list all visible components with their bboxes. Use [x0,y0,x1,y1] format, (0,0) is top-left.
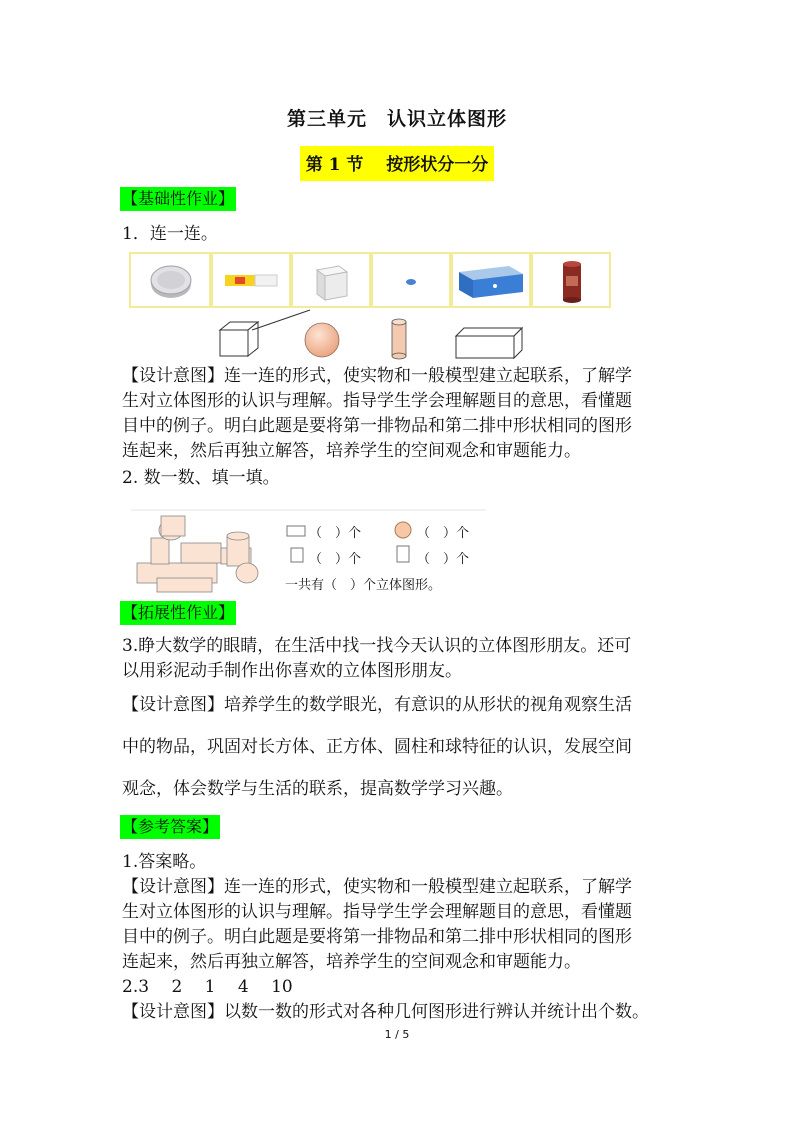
page-title: 第三单元 认识立体图形 [286,108,507,130]
file-box-picture [451,252,531,308]
question-1-label: 1．连一连。 [122,224,218,244]
page-number: 1 / 5 [384,1028,410,1041]
answers-tag: 【参考答案】 [120,815,220,839]
can-picture [531,252,611,308]
design-line: 【设计意图】连一连的形式，使实物和一般模型建立起联系，了解学 [122,366,632,386]
shapes-row [210,308,540,362]
eraser-picture [371,252,451,308]
extension-homework-tag-wrap [120,602,236,624]
question-1-design-intent [122,364,692,464]
cuboid-count-blank: （ ）个 [309,526,362,541]
cylinder-shape [392,319,406,359]
section-heading: 第 1 节 按形状分一分 [300,146,495,181]
answers-block [122,850,692,1025]
cylinder-count-blank: （ ）个 [417,552,470,567]
cube-count-blank: （ ）个 [309,552,362,567]
answers-tag-wrap [120,816,220,838]
cuboid-shape [456,328,522,358]
design-line: 连起来，然后再独立解答，培养学生的空间观念和审题能力。 [122,441,581,461]
sphere-shape [305,323,339,357]
cube-shape [220,322,258,356]
question-line: 以用彩泥动手制作出你喜欢的立体图形朋友。 [122,661,462,681]
glue-stick-picture [211,252,291,308]
stacked-shapes-picture [137,516,258,592]
question-2-label: 2. 数一数、填一填。 [122,468,280,488]
question-3 [122,634,692,684]
design-line: 目中的例子。明白此题是要将第一排物品和第二排中形状相同的图形 [122,927,632,947]
design-line: 中的物品，巩固对长方体、正方体、圆柱和球特征的认识，发展空间 [122,737,632,757]
total-count-blank: 一共有（ ）个立体图形。 [285,578,442,593]
question-3-design-intent [122,684,692,810]
cube-box-picture [291,252,371,308]
design-line: 生对立体图形的认识与理解。指导学生学会理解题目的意思，看懂题 [122,902,632,922]
design-line: 连起来，然后再独立解答，培养学生的空间观念和审题能力。 [122,952,581,972]
design-line: 【设计意图】连一连的形式，使实物和一般模型建立起联系，了解学 [122,877,632,897]
design-line: 观念，体会数学与生活的联系，提高数学学习兴趣。 [122,779,513,799]
design-line: 【设计意图】培养学生的数学眼光，有意识的从形状的视角观察生活 [122,695,632,715]
design-line: 【设计意图】以数一数的形式对各种几何图形进行辨认并统计出个数。 [122,1002,649,1022]
design-line: 生对立体图形的认识与理解。指导学生学会理解题目的意思，看懂题 [122,391,632,411]
answer-2: 2.3 2 1 4 10 [122,977,293,997]
question-line: 3.睁大数学的眼睛，在生活中找一找今天认识的立体图形朋友。还可 [122,636,632,656]
answer-1: 1.答案略。 [122,852,207,872]
objects-row [129,252,611,308]
round-tin-picture [129,252,211,308]
connect-line [252,310,310,330]
section-heading-wrap [0,146,794,181]
sphere-count-blank: （ ）个 [417,526,470,541]
counting-figure [131,508,491,608]
extension-homework-tag: 【拓展性作业】 [120,601,236,625]
design-line: 目中的例子。明白此题是要将第一排物品和第二排中形状相同的图形 [122,416,632,436]
basic-homework-tag: 【基础性作业】 [120,187,236,211]
basic-homework-tag-wrap [120,188,236,210]
